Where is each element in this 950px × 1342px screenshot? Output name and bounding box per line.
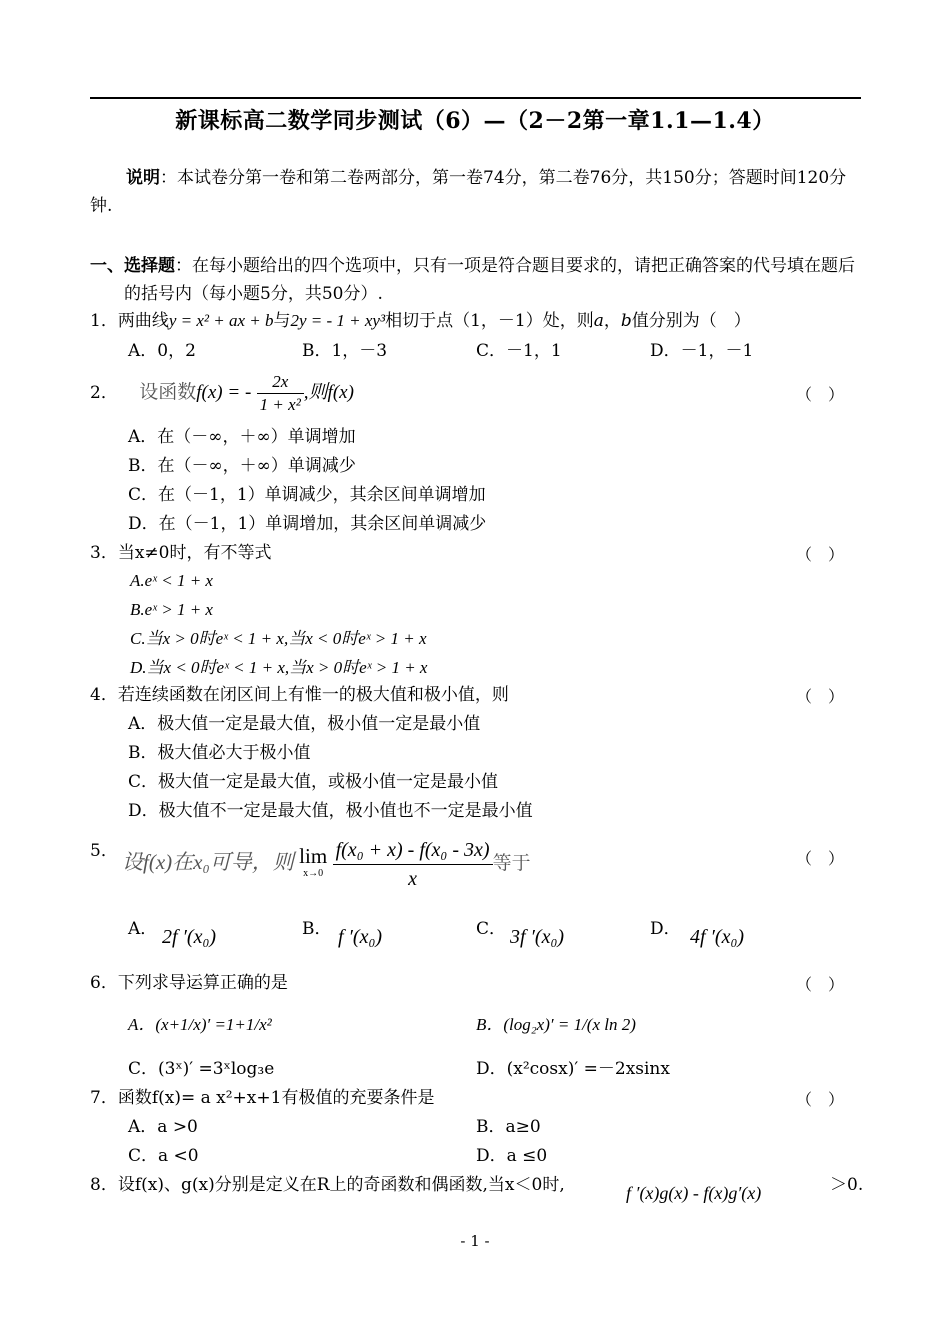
q4-answer-paren: （ ） (796, 687, 845, 706)
q6-option-b: B．(log₂x)′ = 1/(x ln 2) (476, 1015, 636, 1034)
q1-curve2: 2y = - 1 + xy³ (290, 311, 386, 330)
q3-option-c: C.当x > 0时eˣ < 1 + x,当x < 0时eˣ > 1 + x (130, 629, 427, 648)
q5-post: 等于 (492, 852, 531, 874)
q6-line (90, 972, 288, 994)
q2-option-c: C．在（－1，1）单调减少，其余区间单调增加 (128, 485, 486, 505)
q3-number: 3． (90, 543, 118, 563)
q2-option-d: D．在（－1，1）单调增加，其余区间单调减少 (128, 514, 487, 534)
q5-limit (299, 843, 328, 883)
q1-comma: ， (603, 311, 621, 331)
q2-option-a: A．在（－∞，＋∞）单调增加 (128, 427, 356, 447)
q2-number: 2． (90, 383, 118, 403)
q5-option-a-label: A． (128, 919, 158, 939)
q2-denominator: 1 + x² (259, 395, 301, 414)
q7-option-b: B．a≥0 (476, 1117, 541, 1137)
section1-heading (90, 252, 862, 308)
q1-option-d: D．－1，－1 (650, 341, 754, 361)
q4-option-d: D．极大值不一定是最大值，极小值也不一定是最小值 (128, 801, 533, 821)
q2-numerator: 2x (257, 371, 304, 394)
q1-option-a: A．0，2 (128, 341, 196, 361)
q2-pre: 设函数 (139, 381, 197, 403)
q7-option-c: C．a <0 (128, 1146, 199, 1166)
q6-text: 下列求导运算正确的是 (117, 973, 288, 993)
q5-denominator: x (408, 868, 418, 890)
q5-number: 5． (90, 841, 118, 861)
q1-number: 1． (90, 311, 118, 331)
q5-option-d-label: D． (650, 919, 681, 939)
q7-option-d: D．a ≤0 (476, 1146, 548, 1166)
q4-number: 4． (90, 685, 118, 705)
q4-text: 若连续函数在闭区间上有惟一的极大值和极小值，则 (117, 685, 509, 705)
q5-lim-subscript: x→0 (303, 867, 324, 879)
q1-option-b: B．1，－3 (302, 341, 388, 361)
q6-number: 6． (90, 973, 118, 993)
q1-post: 相切于点（1，－1）处，则 (385, 311, 594, 331)
q5-option-a-value: 2f ′(x₀) (162, 926, 217, 948)
q5-fraction (333, 836, 493, 893)
q2-answer-paren: （ ） (796, 385, 845, 404)
q3-line (90, 542, 271, 564)
q5-option-c-value: 3f ′(x₀) (510, 926, 565, 948)
q5-option-b-value: f ′(x₀) (338, 926, 383, 948)
q6-option-c: C．(3ˣ)′ =3ˣlog₃e (128, 1059, 275, 1079)
q4-option-a: A．极大值一定是最大值，极小值一定是最小值 (128, 714, 481, 734)
q3-option-a: A.eˣ < 1 + x (130, 571, 213, 590)
q2-option-b: B．在（－∞，＋∞）单调减少 (128, 456, 356, 476)
q1-option-c: C．－1，1 (476, 341, 562, 361)
q7-number: 7． (90, 1088, 118, 1108)
q2-fraction (257, 371, 304, 416)
q5-option-b-label: B． (302, 919, 332, 939)
q4-option-b: B．极大值必大于极小值 (128, 743, 311, 763)
q3-option-b: B.eˣ > 1 + x (130, 600, 213, 619)
q7-answer-paren: （ ） (796, 1090, 845, 1109)
q4-line (90, 684, 509, 706)
section1-text: ：在每小题给出的四个选项中，只有一项是符合题目要求的，请把正确答案的代号填在题后的括号内（每小题5分，共50分）. (124, 256, 855, 304)
q3-text: 当x≠0时，有不等式 (117, 543, 272, 563)
q7-option-a: A．a >0 (128, 1117, 198, 1137)
q1-end: 值分别为（ ） (631, 311, 751, 331)
q4-option-c: C．极大值一定是最大值，或极小值一定是最小值 (128, 772, 499, 792)
q1-mid: 与 (273, 311, 291, 331)
q8-number: 8． (90, 1175, 118, 1195)
q2-post: ,则f(x) (303, 382, 354, 403)
q1-pre: 两曲线 (117, 311, 169, 331)
q7-line (90, 1087, 434, 1109)
q8-line (90, 1174, 565, 1196)
q5-option-d-value: 4f ′(x₀) (690, 926, 745, 948)
q7-text: 函数f(x)= a x²+x+1有极值的充要条件是 (117, 1088, 435, 1108)
q8-text: 设f(x)、g(x)分别是定义在R上的奇函数和偶函数,当x＜0时, (117, 1175, 565, 1195)
q6-option-a: A．(x+1/x)′ =1+1/x² (128, 1015, 272, 1034)
q5-expression (122, 834, 531, 893)
intro-text: ：本试卷分第一卷和第二卷两部分，第一卷74分，第二卷76分，共150分；答题时间120分钟. (90, 168, 847, 216)
section1-label: 一、选择题 (90, 256, 175, 276)
q6-answer-paren: （ ） (796, 975, 845, 994)
q1-var-a: a (593, 311, 604, 331)
q5-pre: 设f(x)在x₀可导，则 (122, 850, 294, 874)
q1-curve1: y = x² + ax + b (168, 311, 274, 330)
q5-numerator: f(x₀ + x) - f(x₀ - 3x) (333, 836, 493, 865)
q6-option-d: D．(x²cosx)′ =－2xsinx (476, 1059, 670, 1079)
q3-option-d: D.当x < 0时eˣ < 1 + x,当x > 0时eˣ > 1 + x (130, 658, 428, 677)
q3-answer-paren: （ ） (796, 545, 845, 564)
q5-lim: lim (299, 843, 328, 868)
q5-answer-paren: （ ） (796, 849, 845, 868)
page-number: - 1 - (460, 1232, 490, 1250)
header-rule (90, 97, 861, 99)
q2-fx: f(x) = - (196, 382, 252, 403)
intro-paragraph (90, 164, 862, 220)
q8-end: ＞0. (830, 1175, 864, 1195)
q8-expression: f ′(x)g(x) - f(x)g′(x) (626, 1183, 762, 1203)
page-title: 新课标高二数学同步测试（6）—（2－2第一章1.1—1.4） (175, 108, 775, 134)
intro-label: 说明 (126, 168, 160, 188)
q1-var-b: b (620, 311, 632, 331)
q2-line (90, 370, 354, 416)
q1-line (90, 310, 751, 332)
q5-option-c-label: C． (476, 919, 507, 939)
